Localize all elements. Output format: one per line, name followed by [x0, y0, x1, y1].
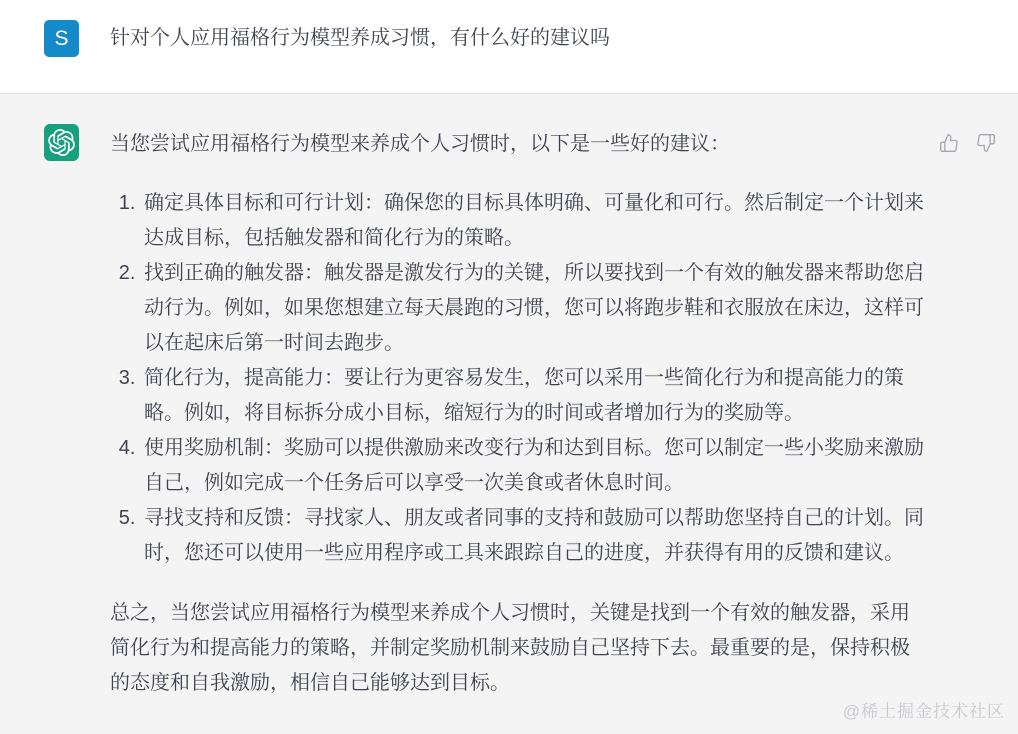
user-message-text: 针对个人应用福格行为模型养成习惯，有什么好的建议吗 [110, 27, 610, 49]
thumbs-down-icon [976, 133, 996, 153]
openai-logo-icon [48, 129, 75, 156]
assistant-intro: 当您尝试应用福格行为模型来养成个人习惯时，以下是一些好的建议： [110, 133, 730, 155]
list-item: 1. 确定具体目标和可行计划：确保您的目标具体明确、可量化和可行。然后制定一个计划来达成目标，包括触发器和简化行为的策略。 [141, 186, 926, 256]
watermark: @稀土掘金技术社区 [842, 702, 1005, 721]
list-item: 5. 寻找支持和反馈：寻找家人、朋友或者同事的支持和鼓励可以帮助您坚持自己的计划。同时，您还可以使用一些应用程序或工具来跟踪自己的进度，并获得有用的反馈和建议。 [141, 501, 926, 571]
suggestions-list [110, 186, 926, 571]
assistant-message-body [110, 124, 926, 701]
feedback-buttons [939, 124, 996, 153]
user-message-row [0, 0, 1018, 93]
assistant-message-row [0, 93, 1018, 734]
thumbs-up-button[interactable] [939, 133, 959, 153]
list-item: 3. 简化行为，提高能力：要让行为更容易发生，您可以采用一些简化行为和提高能力的策略。例如，将目标拆分成小目标，缩短行为的时间或者增加行为的奖励等。 [141, 361, 926, 431]
list-item: 4. 使用奖励机制：奖励可以提供激励来改变行为和达到目标。您可以制定一些小奖励来激励自己，例如完成一个任务后可以享受一次美食或者休息时间。 [141, 431, 926, 501]
thumbs-down-button[interactable] [976, 133, 996, 153]
user-avatar [44, 20, 79, 57]
user-avatar-letter: S [54, 26, 69, 50]
list-item: 2. 找到正确的触发器：触发器是激发行为的关键，所以要找到一个有效的触发器来帮助您启动行为。例如，如果您想建立每天晨跑的习惯，您可以将跑步鞋和衣服放在床边，这样可以在起床后第一时间去跑步。 [141, 256, 926, 361]
chatgpt-avatar [44, 124, 79, 161]
thumbs-up-icon [939, 133, 959, 153]
assistant-closing: 总之，当您尝试应用福格行为模型来养成个人习惯时，关键是找到一个有效的触发器，采用简化行为和提高能力的策略，并制定奖励机制来鼓励自己坚持下去。最重要的是，保持积极的态度和自我激励，相信自己能够达到目标。 [110, 602, 910, 694]
